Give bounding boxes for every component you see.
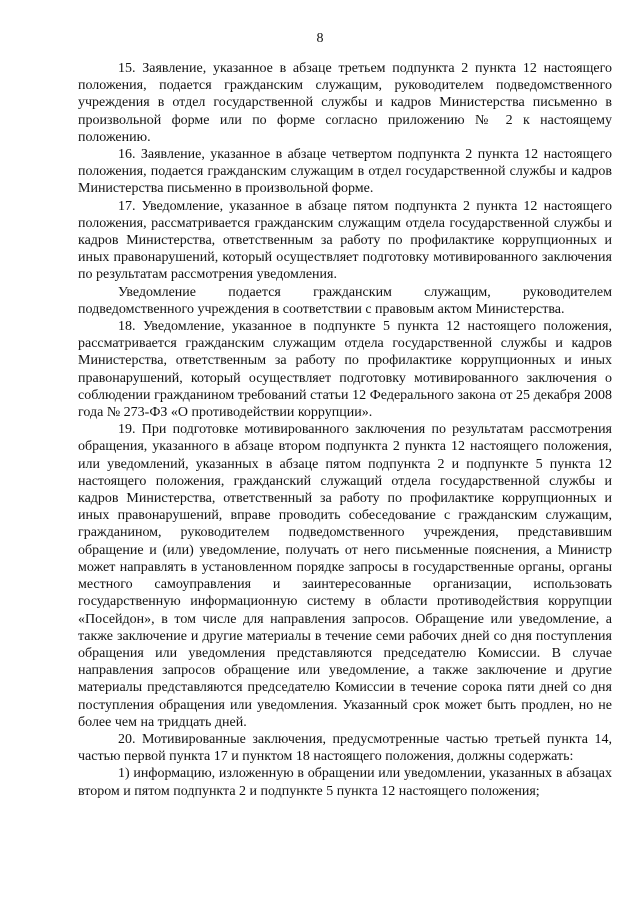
paragraph-18: 18. Уведомление, указанное в подпункте 5 пункта 12 настоящего положения, рассматривается гражданским служащим отдела государственной службы и кадров Министерства, ответственным за работу по профилактике коррупционных и иных правонарушений, который осуществляет подготовку мотивированного заключения о соблюдении гражданином требований статьи 12 Федерального закона от 25 декабря 2008 года № 273-ФЗ «О противодействии коррупции». bbox=[78, 319, 612, 421]
paragraph-16: 16. Заявление, указанное в абзаце четвертом подпункта 2 пункта 12 настоящего положения, подается гражданским служащим в отдел государственной службы и кадров Министерства письменно в произвольной форме. bbox=[78, 147, 612, 197]
paragraph-17-continued: Уведомление подается гражданским служащим, руководителем подведомственного учреждения в соответствии с правовым актом Министерства. bbox=[78, 284, 612, 317]
paragraph-17: 17. Уведомление, указанное в абзаце пятом подпункта 2 пункта 12 настоящего положения, рассматривается гражданским служащим отдела государственной службы и кадров Министерства, ответственным за работу по профилактике коррупционных и иных правонарушений, который осуществляет подготовку мотивированного заключения по результатам рассмотрения уведомления. bbox=[78, 198, 612, 283]
paragraph-20: 20. Мотивированные заключения, предусмотренные частью третьей пункта 14, частью первой пункта 17 и пунктом 18 настоящего положения, должны содержать: bbox=[78, 731, 612, 765]
document-body bbox=[78, 60, 612, 800]
paragraph-15: 15. Заявление, указанное в абзаце третьем подпункта 2 пункта 12 настоящего положения, подается гражданским служащим, руководителем подведомственного учреждения в отдел государственной службы и кадров Министерства письменно в произвольной форме или по форме согласно приложению № 2 к настоящему положению. bbox=[78, 61, 612, 145]
paragraph-19: 19. При подготовке мотивированного заключения по результатам рассмотрения обращения, указанного в абзаце втором подпункта 2 пункта 12 настоящего положения, или уведомлений, указанных в абзаце пятом подпункта 2 и подпункте 5 пункта 12 настоящего положения, гражданский служащий отдела государственной службы и кадров Министерства, ответственный за работу по профилактике коррупционных и иных правонарушений, вправе проводить собеседование с гражданским служащим, гражданином, руководителем подведомственного учреждения, представившим обращение и (или) уведомление, получать от него письменные пояснения, а Министр может направлять в установленном порядке запросы в государственные органы, органы местного самоуправления и заинтересованные организации, использовать государственную информационную систему в области противодействия коррупции «Посейдон», в том числе для направления запросов. Обращение или уведомление, а также заключение и другие материалы в течение семи рабочих дней со дня поступления обращения или уведомления представляются председателю Комиссии. В случае направления запросов обращение или уведомление, а также заключение и другие материалы представляются председателю Комиссии в течение сорока пяти дней со дня поступления обращения или уведомления. Указанный срок может быть продлен, но не более чем на тридцать дней. bbox=[78, 422, 612, 730]
paragraph-20-item-1: 1) информацию, изложенную в обращении или уведомлении, указанных в абзацах втором и пятом подпункта 2 и подпункте 5 пункта 12 настоящего положения; bbox=[78, 766, 612, 799]
page-number: 8 bbox=[316, 31, 324, 46]
